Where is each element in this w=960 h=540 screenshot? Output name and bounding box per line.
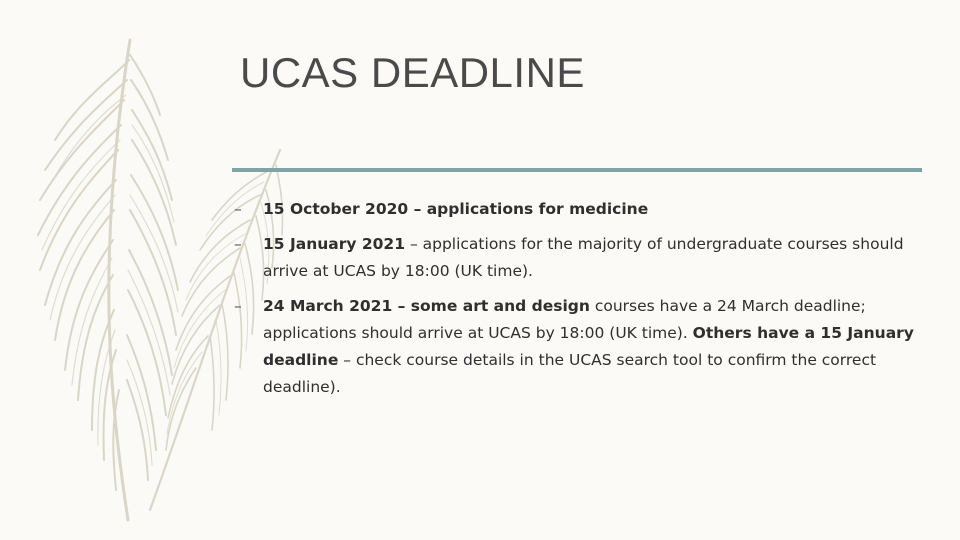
bullet-bold-text: 15 January 2021 <box>263 235 406 253</box>
slide-title: UCAS DEADLINE <box>240 49 585 96</box>
bullet-text: – check course details in the UCAS search tool to confirm the correct deadline). <box>263 351 877 396</box>
bullet-bold-text: Others have a 15 January deadline <box>263 324 914 369</box>
list-item <box>234 293 914 401</box>
dash-bullet-icon: – <box>234 297 242 315</box>
dash-bullet-icon: – <box>234 235 242 253</box>
bullet-text: – applications for the majority of undergraduate courses should arrive at UCAS by 18:00 (UK time). <box>263 235 904 280</box>
bullet-bold-text: 24 March 2021 – some art and design <box>263 297 590 315</box>
title-divider <box>232 168 922 172</box>
bullet-text: courses have a 24 March deadline; applications should arrive at UCAS by 18:00 (UK time). <box>263 297 866 342</box>
list-item <box>234 231 914 285</box>
dash-bullet-icon: – <box>234 200 242 218</box>
list-item <box>234 196 914 223</box>
bullet-bold-text: 15 October 2020 – applications for medicine <box>263 200 649 218</box>
deadline-list <box>234 196 914 409</box>
